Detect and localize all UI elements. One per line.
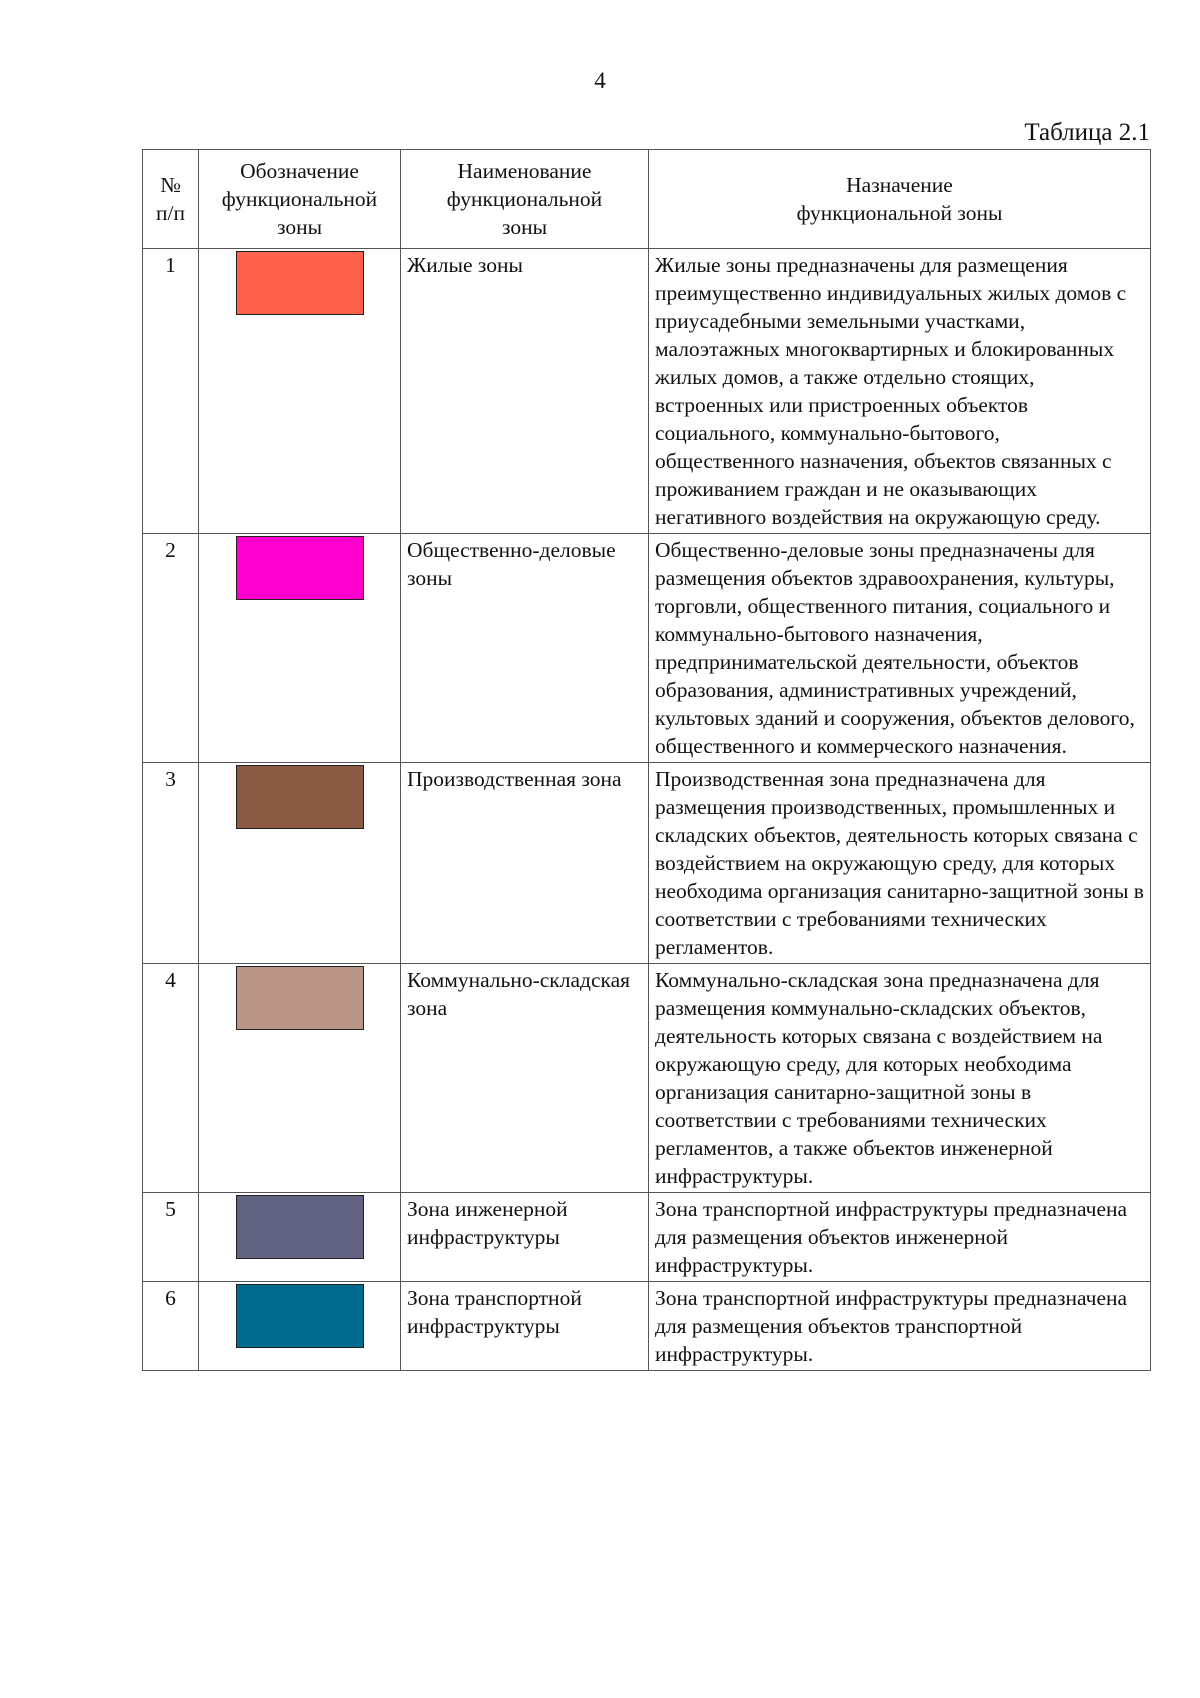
header-num: № п/п bbox=[143, 150, 199, 249]
color-swatch bbox=[236, 1195, 364, 1259]
zone-description: Зона транспортной инфраструктуры предназначена для размещения объектов транспортной инфраструктуры. bbox=[649, 1282, 1151, 1371]
zone-name: Коммунально-складская зона bbox=[401, 964, 649, 1193]
zone-symbol bbox=[199, 964, 401, 1193]
zone-name: Жилые зоны bbox=[401, 249, 649, 534]
row-number: 4 bbox=[143, 964, 199, 1193]
zone-description: Зона транспортной инфраструктуры предназначена для размещения объектов инженерной инфраструктуры. bbox=[649, 1193, 1151, 1282]
header-purpose: Назначение функциональной зоны bbox=[649, 150, 1151, 249]
table-row bbox=[143, 249, 1151, 534]
zone-symbol bbox=[199, 763, 401, 964]
zone-description: Коммунально-складская зона предназначена для размещения коммунально-складских объектов, деятельность которых связана с воздействием на окружающую среду, для которых необходима организация санитарно-защитной зоны в соответствии с требованиями технических регламентов, а также объектов инженерной инфраструктуры. bbox=[649, 964, 1151, 1193]
functional-zones-table bbox=[142, 149, 1151, 1371]
page-number: 4 bbox=[594, 68, 606, 93]
row-number: 3 bbox=[143, 763, 199, 964]
table-row bbox=[143, 964, 1151, 1193]
table-row bbox=[143, 1282, 1151, 1371]
table-header-row bbox=[143, 150, 1151, 249]
zone-symbol bbox=[199, 249, 401, 534]
color-swatch bbox=[236, 536, 364, 600]
row-number: 1 bbox=[143, 249, 199, 534]
zone-description: Жилые зоны предназначены для размещения преимущественно индивидуальных жилых домов с приусадебными земельными участками, малоэтажных многоквартирных и блокированных жилых домов, а также отдельно стоящих, встроенных или пристроенных объектов социального, коммунально-бытового, общественного назначения, объектов связанных с проживанием граждан и не оказывающих негативного воздействия на окружающую среду. bbox=[649, 249, 1151, 534]
header-symbol: Обозначение функциональной зоны bbox=[199, 150, 401, 249]
color-swatch bbox=[236, 765, 364, 829]
table-row bbox=[143, 763, 1151, 964]
table-row bbox=[143, 1193, 1151, 1282]
header-name: Наименование функциональной зоны bbox=[401, 150, 649, 249]
zone-name: Общественно-деловые зоны bbox=[401, 534, 649, 763]
row-number: 6 bbox=[143, 1282, 199, 1371]
color-swatch bbox=[236, 1284, 364, 1348]
zone-description: Общественно-деловые зоны предназначены для размещения объектов здравоохранения, культуры, торговли, общественного питания, социального и коммунально-бытового назначения, предпринимательской деятельности, объектов образования, административных учреждений, культовых зданий и сооружения, объектов делового, общественного и коммерческого назначения. bbox=[649, 534, 1151, 763]
zone-name: Зона транспортной инфраструктуры bbox=[401, 1282, 649, 1371]
color-swatch bbox=[236, 251, 364, 315]
zone-symbol bbox=[199, 1193, 401, 1282]
row-number: 2 bbox=[143, 534, 199, 763]
table-caption: Таблица 2.1 bbox=[1024, 119, 1150, 146]
table-row bbox=[143, 534, 1151, 763]
zone-description: Производственная зона предназначена для размещения производственных, промышленных и складских объектов, деятельность которых связана с воздействием на окружающую среду, для которых необходима организация санитарно-защитной зоны в соответствии с требованиями технических регламентов. bbox=[649, 763, 1151, 964]
zone-symbol bbox=[199, 534, 401, 763]
zone-name: Производственная зона bbox=[401, 763, 649, 964]
row-number: 5 bbox=[143, 1193, 199, 1282]
color-swatch bbox=[236, 966, 364, 1030]
zone-symbol bbox=[199, 1282, 401, 1371]
zone-name: Зона инженерной инфраструктуры bbox=[401, 1193, 649, 1282]
